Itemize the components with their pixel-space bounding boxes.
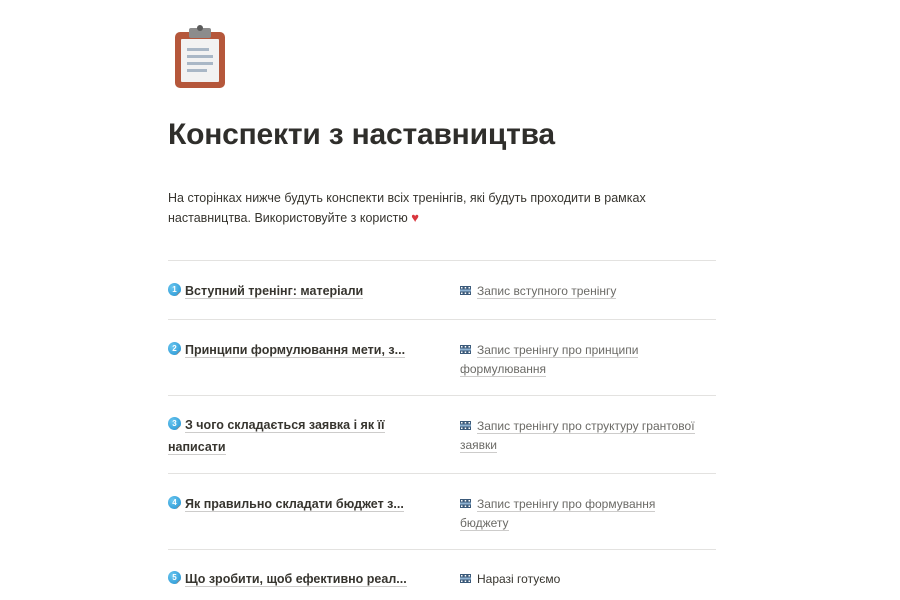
recording-link-application-structure[interactable]: Запис тренінгу про структуру грантової заявки — [460, 419, 695, 452]
table-row — [168, 396, 716, 473]
keycap-3-icon: 3 — [168, 417, 181, 430]
page-link-goal-principles[interactable]: Принципи формулювання мети, з... — [185, 343, 406, 357]
keycap-1-icon: 1 — [168, 283, 181, 296]
keycap-2-icon: 2 — [168, 342, 181, 355]
row-title-cell — [168, 414, 438, 458]
row-title-cell — [168, 339, 438, 361]
status-text-in-progress: Наразі готуємо — [477, 572, 561, 586]
film-frames-icon — [460, 421, 471, 430]
row-link-cell — [460, 570, 716, 589]
keycap-4-icon: 4 — [168, 496, 181, 509]
recording-link-goal-principles[interactable]: Запис тренінгу про принципи формулювання — [460, 343, 639, 376]
page-intro — [168, 189, 688, 228]
row-title-cell — [168, 568, 438, 590]
film-frames-icon — [460, 286, 471, 295]
trainings-table — [168, 260, 716, 600]
page-link-effective-implementation[interactable]: Що зробити, щоб ефективно реал... — [185, 572, 407, 586]
table-row — [168, 550, 716, 600]
keycap-5-icon: 5 — [168, 571, 181, 584]
film-frames-icon — [460, 574, 471, 583]
film-frames-icon — [460, 499, 471, 508]
row-title-cell — [168, 493, 438, 515]
recording-link-budget[interactable]: Запис тренінгу про формування бюджету — [460, 497, 656, 530]
page-link-intro-training[interactable]: Вступний тренінг: матеріали — [185, 284, 364, 298]
table-row — [168, 474, 716, 549]
clipboard-icon[interactable] — [172, 24, 228, 90]
table-row — [168, 261, 716, 319]
table-row — [168, 320, 716, 395]
row-link-cell — [460, 495, 716, 533]
intro-text: На сторінках нижче будуть конспекти всіх тренінгів, які будуть проходити в рамках наставництва. Використовуйте з користю — [168, 191, 646, 225]
recording-link-intro[interactable]: Запис вступного тренінгу — [477, 284, 617, 298]
film-frames-icon — [460, 345, 471, 354]
row-link-cell — [460, 341, 716, 379]
page-link-application-structure[interactable]: З чого складається заявка і як її написати — [168, 418, 385, 454]
row-title-cell — [168, 280, 438, 302]
row-link-cell — [460, 282, 716, 301]
page-title: Конспекти з наставництва — [168, 118, 555, 151]
row-link-cell — [460, 417, 716, 455]
page-link-budget[interactable]: Як правильно складати бюджет з... — [185, 497, 404, 511]
heart-icon: ♥ — [411, 210, 419, 225]
